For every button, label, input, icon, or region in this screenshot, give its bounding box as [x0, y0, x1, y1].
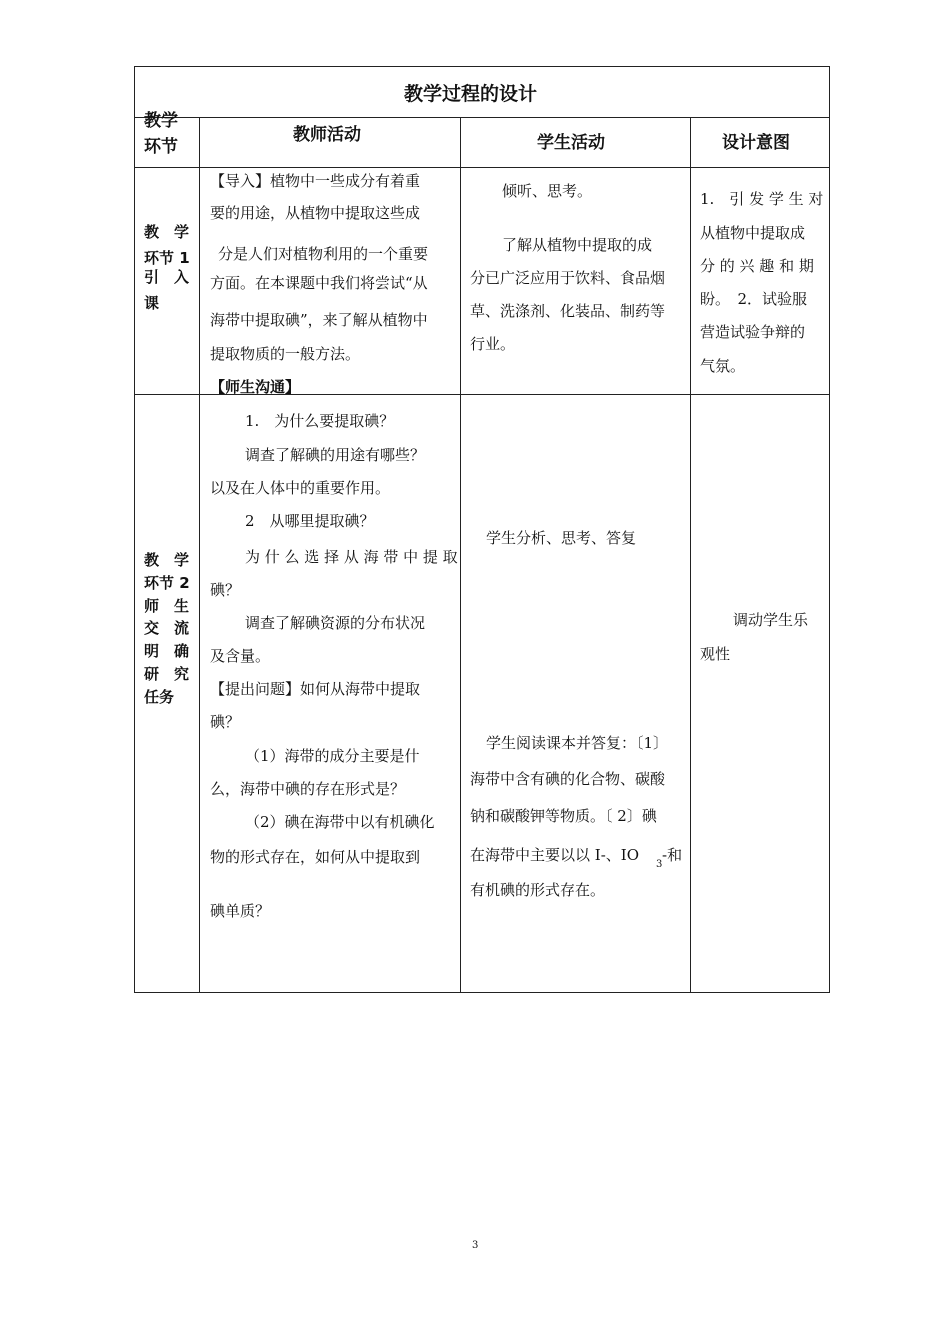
row2-teacher-line: 碘？ — [210, 581, 241, 599]
row1-intent-line: 分 的 兴 趣 和 期 — [700, 257, 814, 275]
row2-stage-line: 交 流 — [144, 619, 190, 637]
row2-teacher-line: 【提出问题】如何从海带中提取 — [210, 680, 421, 698]
row2-student-line: 学生分析、思考、答复 — [486, 529, 637, 547]
row1-teacher-line: 提取物质的一般方法。 — [210, 345, 361, 363]
row2-teacher-line: 为 什 么 选 择 从 海 带 中 提 取 — [245, 548, 458, 566]
table-left-border — [134, 66, 135, 993]
row1-teacher-line: 【师生沟通】 — [210, 378, 301, 396]
row2-teacher-line: 及含量。 — [210, 647, 271, 665]
header-bottom-border — [134, 167, 830, 168]
row2-stage-line: 教 学 — [144, 551, 190, 569]
row2-student-line: -和 — [662, 846, 683, 864]
row1-student-line: 行业。 — [470, 335, 516, 353]
row1-intent-line: 气氛。 — [700, 357, 746, 375]
row1-intent-line: 从植物中提取成 — [700, 224, 806, 242]
col-divider-1 — [199, 117, 200, 993]
row2-stage-line: 环节 2 — [144, 574, 190, 592]
row2-teacher-line: 物的形式存在，如何从中提取到 — [210, 848, 421, 866]
header-stage-line2: 环节 — [144, 137, 178, 157]
header-teacher: 教师活动 — [293, 125, 361, 145]
row1-teacher-line: 方面。在本课题中我们将尝试“从 — [210, 274, 428, 292]
row2-teacher-line: 调查了解碘的用途有哪些？ — [245, 446, 426, 464]
row2-student-subscript: 3 — [656, 859, 663, 870]
row1-intent-line: 1. 引 发 学 生 对 — [700, 190, 824, 208]
row1-stage-line: 环节 1 — [144, 249, 190, 267]
table-top-border — [134, 66, 830, 67]
row2-stage-line: 明 确 — [144, 642, 190, 660]
row2-stage-line: 师 生 — [144, 597, 190, 615]
row2-teacher-line: （2）碘在海带中以有机碘化 — [245, 813, 435, 831]
row1-student-line: 草、洗涤剂、化装品、制药等 — [470, 302, 666, 320]
row1-student-line: 了解从植物中提取的成 — [502, 236, 653, 254]
row2-teacher-line: 么，海带中碘的存在形式是？ — [210, 780, 406, 798]
table-title: 教学过程的设计 — [404, 83, 538, 105]
row1-stage-line: 教 学 — [144, 223, 190, 241]
col-divider-2 — [460, 117, 461, 993]
header-intent: 设计意图 — [722, 133, 790, 153]
row2-teacher-line: 2 从哪里提取碘？ — [245, 512, 375, 530]
row2-student-line: 有机碘的形式存在。 — [470, 881, 606, 899]
row1-intent-line: 盼。 2．试验服 — [700, 290, 808, 308]
col-divider-3 — [690, 117, 691, 993]
row1-stage-line: 课 — [144, 294, 160, 312]
table-bottom-border — [134, 992, 830, 993]
row2-teacher-line: 调查了解碘资源的分布状况 — [245, 614, 426, 632]
row1-student-line: 倾听、思考。 — [502, 182, 593, 200]
page-number: 3 — [472, 1240, 479, 1251]
row1-teacher-line: 分是人们对植物利用的一个重要 — [218, 245, 429, 263]
row2-teacher-line: 碘单质？ — [210, 902, 271, 920]
header-stage-line1: 教学 — [144, 111, 178, 131]
row2-stage-line: 任务 — [144, 688, 175, 706]
row2-intent-line: 调动学生乐 — [733, 611, 809, 629]
header-student: 学生活动 — [537, 133, 605, 153]
row1-teacher-line: 【导入】植物中一些成分有着重 — [210, 172, 421, 190]
row1-intent-line: 营造试验争辩的 — [700, 323, 806, 341]
header-top-border — [134, 117, 830, 118]
row2-student-line: 钠和碳酸钾等物质。〔 2〕碘 — [470, 807, 657, 825]
table-right-border — [829, 66, 830, 993]
row2-teacher-line: 以及在人体中的重要作用。 — [210, 479, 391, 497]
row2-student-line: 海带中含有碘的化合物、碳酸 — [470, 770, 666, 788]
row2-stage-line: 研 究 — [144, 665, 190, 683]
row2-teacher-line: 1. 为什么要提取碘？ — [245, 412, 395, 430]
row2-intent-line: 观性 — [700, 645, 731, 663]
row1-student-line: 分已广泛应用于饮料、食品烟 — [470, 269, 666, 287]
row2-student-line: 在海带中主要以以 I-、IO — [470, 846, 639, 864]
row2-student-line: 学生阅读课本并答复：〔1〕 — [486, 734, 669, 752]
row2-teacher-line: 碘？ — [210, 713, 241, 731]
row1-teacher-line: 要的用途，从植物中提取这些成 — [210, 204, 421, 222]
row1-teacher-line: 海带中提取碘”，来了解从植物中 — [210, 311, 428, 329]
row1-stage-line: 引 入 — [144, 268, 190, 286]
row2-teacher-line: （1）海带的成分主要是什 — [245, 747, 420, 765]
